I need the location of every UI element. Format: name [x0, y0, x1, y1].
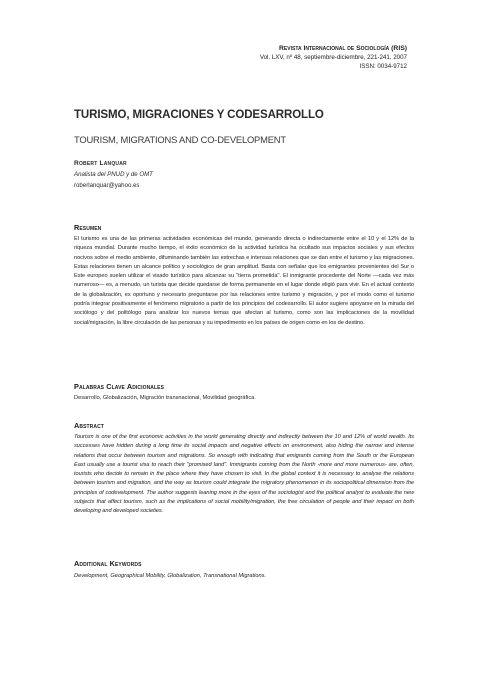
journal-name: Revista Internacional de Sociología (RIS): [279, 45, 407, 52]
author-name: Robert Lanquar: [74, 160, 127, 167]
keywords-text: Development, Geographical Mobility, Globalization, Transnational Migrations.: [74, 573, 266, 579]
resumen-heading: Resumen: [74, 223, 102, 232]
abstract-heading: Abstract: [74, 421, 104, 430]
journal-issue: Vol. LXV, nº 48, septiembre-diciembre, 221-241, 2007: [259, 54, 407, 61]
author-affiliation: Analista del PNUD y de OMT: [74, 171, 153, 178]
keywords-heading: Additional Keywords: [74, 559, 142, 568]
palabras-clave-text: Desarrollo, Globalización, Migración transnacional, Movilidad geográfica.: [74, 395, 256, 401]
author-email[interactable]: roberlanquar@yahoo.es: [74, 182, 140, 189]
article-title: TURISMO, MIGRACIONES Y CODESARROLLO: [74, 109, 324, 121]
abstract-text: Tourism is one of the first economic activities in the world generating directly and indirectly between the 10 and 12% of world wealth. Its successes have hidden during a long time its social impacts and negative effects on environment, also hiding the narrow and intense relations that occur between tourism and migrations. So enough with indicating that emigrants coming from the South or the European East usually use a tourist visa to reach their "promised land". Immigrants coming from the North -more and more numerous- are, often, tourists who decide to remain in the place where they have chosen to visit. In the global context it is necessary to analyse the relations between tourism and migration, and the way as tourism could integrate the migratory phenomenon in its sociopolitical dimension from the principles of codevelopment. The author suggests leaning more in the eyes of the sociologist and the political analyst to evaluate the new subjects that affect tourism, such as the implications of social mobility/migration, the free circulation of people and their impact on both developing and developed societies.: [74, 434, 414, 515]
resumen-text: El turismo es una de las primeras actividades económicas del mundo, generando directa o indirectamente entre el 10 y el 12% de la riqueza mundial. Durante mucho tiempo, el éxito económico de la actividad turística ha ocultado sus impactos sociales y sus efectos nocivos sobre el medio ambiente, difuminando también las estrechas e intensas relaciones que se dan entre el turismo y las migraciones. Estas relaciones tienen un alcance político y sociológico de gran amplitud. Basta con señalar que los emigrantes provenientes del Sur o Este europeo suelen utilizar el visado turístico para alcanzar su "tierra prometida". El inmigrante procedente del Norte —cada vez más numeroso— es, a menudo, un turista que decide quedarse de forma permanente en el lugar donde eligió para vivir. En el actual contexto de la globalización, es oportuno y necesario preguntarse por las relaciones entre turismo y migración, y por el modo como el turismo podría integrar positivamente el fenómeno migratorio a partir de los principios del codesarrollo. El autor sugiere apoyarse en la mirada del sociólogo y del politólogo para analizar los nuevos temas que afectan al turismo, como son las implicaciones de la movilidad social/migración, la libre circulación de las personas y su impedimento en los países de origen como en los de destino.: [74, 236, 414, 326]
journal-header: [107, 44, 407, 71]
article-subtitle: TOURISM, MIGRATIONS AND CO-DEVELOPMENT: [74, 134, 286, 145]
palabras-clave-heading: Palabras Clave Adicionales: [74, 382, 165, 391]
journal-issn: ISSN: 0034-9712: [359, 63, 407, 70]
